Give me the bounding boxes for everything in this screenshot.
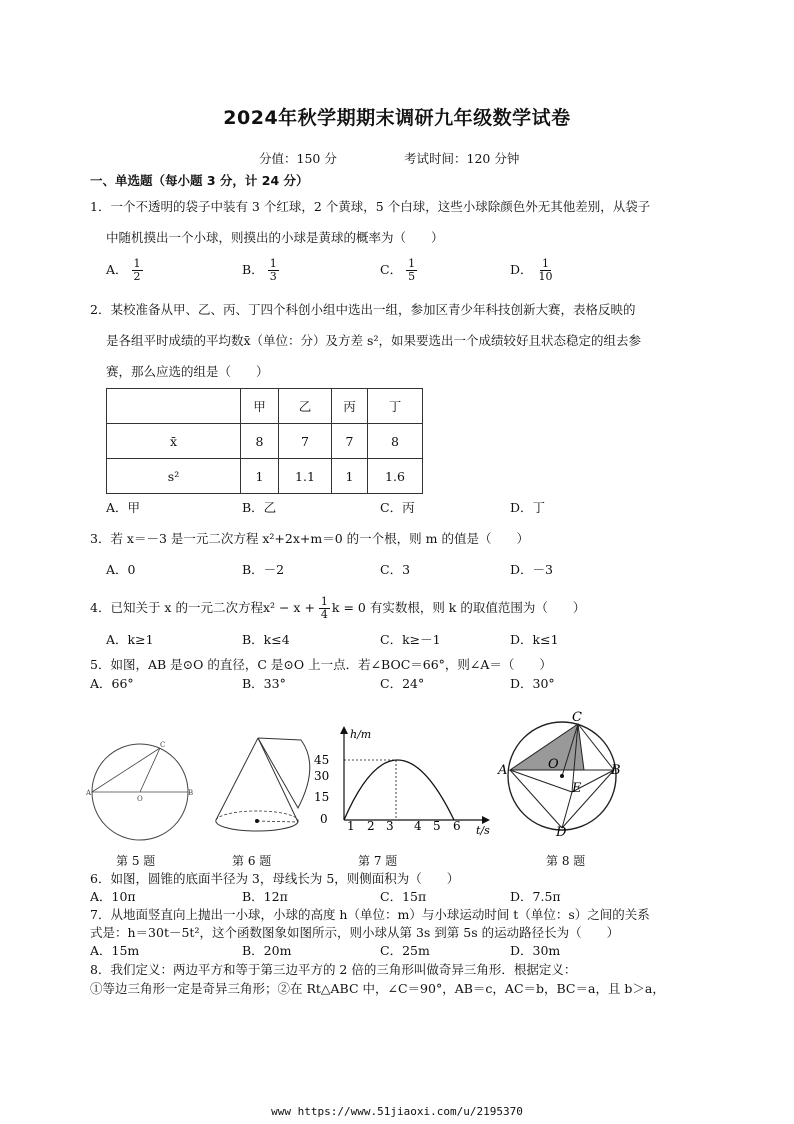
table-header: 乙	[279, 389, 332, 424]
table-cell: x̄	[107, 424, 241, 459]
q2-line1: 2．某校准备从甲、乙、丙、丁四个科创小组中选出一组，参加区青少年科技创新大赛，表格反映的	[90, 302, 636, 317]
fig7-xtick-3: 3	[386, 819, 394, 833]
q6-stem: 6．如图，圆锥的底面半径为 3，母线长为 5，则侧面积为（ ）	[90, 871, 460, 886]
q2-option-d: D．丁	[510, 500, 546, 515]
table-header: 丁	[368, 389, 423, 424]
q1-option-d: D． $\frac{1}{10}$	[510, 257, 553, 283]
fig7-xtick-2: 2	[367, 819, 375, 833]
page-title: 2024年秋学期期末调研九年级数学试卷	[223, 107, 571, 129]
q6-option-b: B．12π	[242, 889, 288, 904]
q4-option-b: B．k≤4	[242, 632, 290, 647]
q5-option-c: C．24°	[380, 676, 425, 691]
time-info: 考试时间：120 分钟	[404, 151, 520, 166]
q7-option-d: D．30m	[510, 943, 561, 958]
fig7-caption: 第 7 题	[358, 854, 398, 868]
fig5-label-o: O	[137, 795, 143, 803]
q1-option-c: C． $\frac{1}{5}$	[380, 257, 416, 283]
fig7-ytick-0: 0	[320, 812, 328, 826]
table-row	[107, 424, 423, 459]
table-header: 甲	[241, 389, 279, 424]
fig7-xtick-6: 6	[453, 819, 461, 833]
q2-option-a: A．甲	[106, 500, 141, 515]
table-cell: 7	[332, 424, 368, 459]
q4-option-c: C．k≥－1	[380, 632, 441, 647]
q3-option-c: C．3	[380, 562, 411, 577]
q6-option-a: A．10π	[90, 889, 136, 904]
table-cell	[107, 389, 241, 424]
table-cell: 8	[368, 424, 423, 459]
fig8-label-a: A	[498, 763, 508, 778]
figure-7-height-time-graph	[310, 724, 500, 846]
q4-option-d: D．k≤1	[510, 632, 559, 647]
fig8-label-o: O	[548, 757, 559, 772]
table-cell: s²	[107, 459, 241, 494]
fig8-label-b: B	[611, 763, 621, 778]
q5-option-d: D．30°	[510, 676, 555, 691]
q4-option-a: A．k≥1	[106, 632, 154, 647]
q5-option-a: A．66°	[90, 676, 134, 691]
figure-8-inscribed-triangle-diagram	[496, 706, 632, 850]
figure-5-circle-diagram	[86, 738, 196, 848]
footer-watermark-link[interactable]: www https://www.51jiaoxi.com/u/2195370	[271, 1105, 523, 1118]
q7-line2: 式是：h＝30t－5t²，这个函数图象如图所示，则小球从第 3s 到第 5s 的运动路径长为（ ）	[90, 925, 620, 940]
q1-line1: 1．一个不透明的袋子中装有 3 个红球，2 个黄球，5 个白球，这些小球除颜色外无其他差别，从袋子	[90, 199, 651, 214]
table-cell: 1	[332, 459, 368, 494]
q5-stem: 5．如图，AB 是⊙O 的直径，C 是⊙O 上一点．若∠BOC＝66°，则∠A＝（ ）	[90, 657, 552, 672]
score-info: 分值：150 分	[259, 151, 337, 166]
fig7-xtick-4: 4	[414, 819, 422, 833]
table-cell: 1	[241, 459, 279, 494]
q7-option-c: C．25m	[380, 943, 430, 958]
fig8-label-c: C	[572, 710, 582, 725]
q1-option-b: B． $\frac{1}{3}$	[242, 257, 277, 283]
figure-6-cone-diagram	[206, 722, 322, 848]
section-title: 一、单选题（每小题 3 分，计 24 分）	[90, 173, 309, 188]
q7-option-b: B．20m	[242, 943, 292, 958]
q2-option-c: C．丙	[380, 500, 415, 515]
table-cell: 7	[279, 424, 332, 459]
q3-option-b: B．－2	[242, 562, 285, 577]
fig5-label-a: A	[86, 789, 92, 797]
fig5-caption: 第 5 题	[116, 854, 156, 868]
q1-line2: 中随机摸出一个小球，则摸出的小球是黄球的概率为（ ）	[106, 230, 444, 245]
q8-line1: 8．我们定义：两边平方和等于第三边平方的 2 倍的三角形叫做奇异三角形．根据定义：	[90, 962, 577, 977]
fig7-ytick-45: 45	[314, 753, 330, 767]
table-cell: 1.1	[279, 459, 332, 494]
fig8-caption: 第 8 题	[546, 854, 586, 868]
q1-option-a: A． $\frac{1}{2}$	[106, 257, 141, 283]
fig8-label-e: E	[572, 781, 582, 796]
fig7-xtick-5: 5	[433, 819, 441, 833]
table-row	[107, 459, 423, 494]
q2-line2: 是各组平时成绩的平均数x̄（单位：分）及方差 s²，如果要选出一个成绩较好且状态稳定的组去参	[106, 333, 641, 348]
q3-stem: 3．若 x＝－3 是一元二次方程 x²+2x+m＝0 的一个根，则 m 的值是（ ）	[90, 531, 529, 546]
q8-line2: ①等边三角形一定是奇异三角形；②在 Rt△ABC 中，∠C＝90°，AB＝c，AC＝b，BC＝a，且 b＞a，	[90, 981, 665, 996]
fig6-caption: 第 6 题	[232, 854, 272, 868]
q4-stem: 4．已知关于 x 的一元二次方程x² − x + $\frac{1}{4}$ k = 0 有实数根，则 k 的取值范围为（ ）	[90, 595, 586, 621]
fig7-ytick-30: 30	[314, 769, 330, 783]
fig5-label-c: C	[160, 741, 166, 749]
q7-line1: 7．从地面竖直向上抛出一小球，小球的高度 h（单位：m）与小球运动时间 t（单位：s）之间的关系	[90, 907, 650, 922]
fig7-xlabel: t/s	[476, 824, 490, 837]
q6-option-c: C．15π	[380, 889, 427, 904]
fig7-xtick-1: 1	[347, 819, 355, 833]
table-cell: 8	[241, 424, 279, 459]
q3-option-a: A．0	[106, 562, 136, 577]
table-header: 丙	[332, 389, 368, 424]
q7-option-a: A．15m	[90, 943, 140, 958]
q2-option-b: B．乙	[242, 500, 277, 515]
q2-line3: 赛，那么应选的组是（ ）	[106, 364, 269, 379]
table-row	[107, 389, 423, 424]
fig5-label-b: B	[188, 789, 194, 797]
fig7-ylabel: h/m	[350, 728, 372, 741]
fig8-label-d: D	[556, 825, 567, 840]
fig7-ytick-15: 15	[314, 790, 330, 804]
score-table	[106, 388, 423, 494]
q3-option-d: D．－3	[510, 562, 553, 577]
q6-option-d: D．7.5π	[510, 889, 561, 904]
q5-option-b: B．33°	[242, 676, 286, 691]
table-cell: 1.6	[368, 459, 423, 494]
